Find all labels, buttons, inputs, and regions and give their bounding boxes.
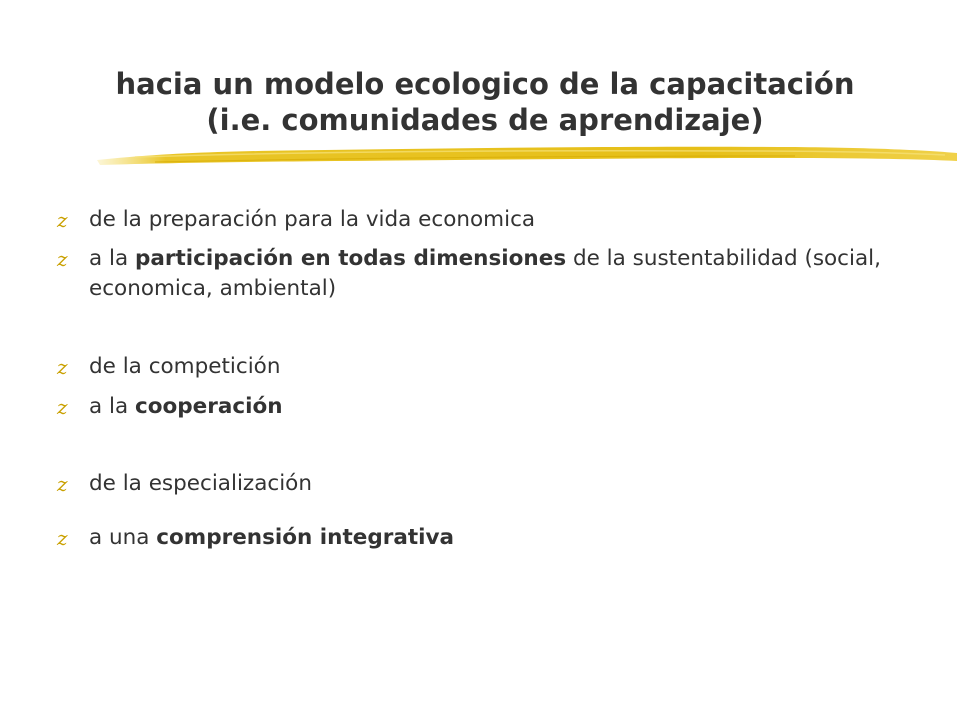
bullet-marker-icon: z [57,526,68,550]
bullet-marker-icon: z [57,247,68,271]
bullet-item-5: z de la especialización [57,469,907,499]
bullet-emphasis: participación en todas dimensiones [135,246,567,271]
slide-title [60,66,910,138]
bullet-marker-icon: z [57,355,68,379]
bullet-item-6: z a una comprensión integrativa [57,523,907,553]
bullet-emphasis: comprensión integrativa [156,525,455,550]
bullet-marker-icon: z [57,208,68,232]
title-line-1: hacia un modelo ecologico de la capacitación [115,67,855,101]
title-underline-brush-stroke [95,140,960,170]
title-line-2: (i.e. comunidades de aprendizaje) [206,103,764,137]
bullet-marker-icon: z [57,472,68,496]
bullet-item-3: z de la competición [57,352,907,382]
bullet-emphasis: cooperación [135,394,283,419]
bullet-marker-icon: z [57,395,68,419]
bullet-item-4: z a la cooperación [57,392,907,422]
bullet-item-2: z a la participación en todas dimensiones de la sustentabilidad (social, economica, ambiental) [57,246,881,301]
bullet-item-1: z de la preparación para la vida economica [57,205,907,235]
